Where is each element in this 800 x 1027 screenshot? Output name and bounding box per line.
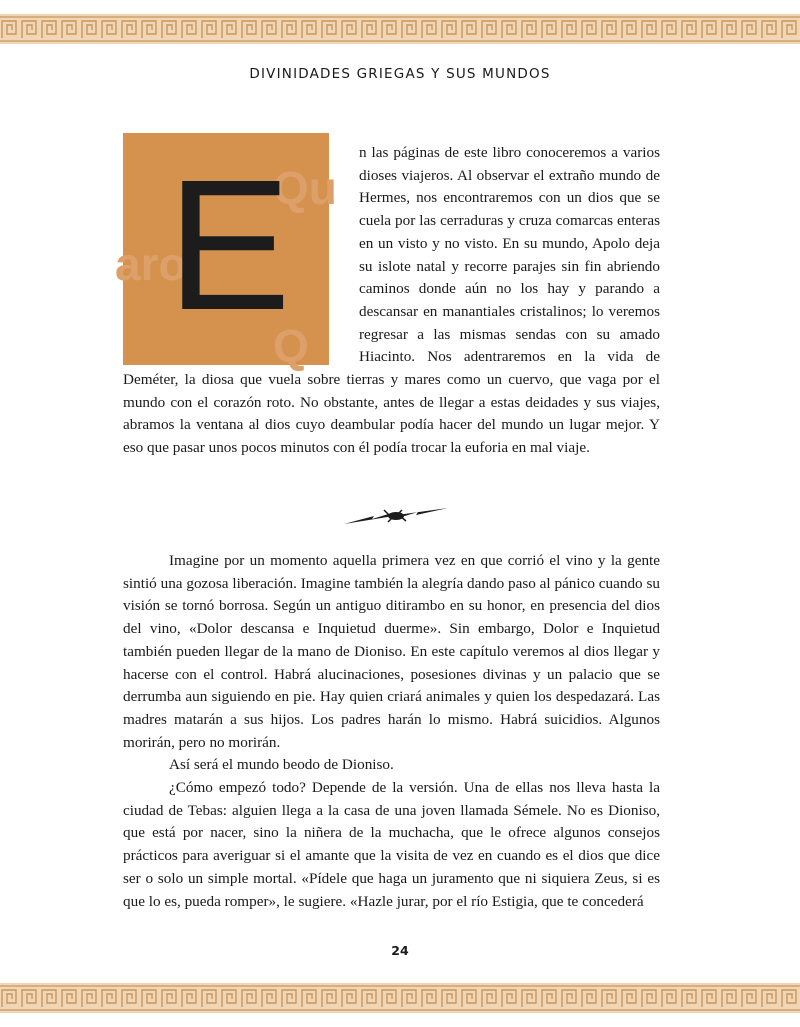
body-paragraph: Imagine por un momento aquella primera vez en que corrió el vino y la gente sintió una gozosa liberación. Imagine también la alegría dando paso al pánico cuando su visión se tornó borrosa. Según un antiguo ditirambo en su honor, en presencia del dios del vino, «Dolor descansa e Inquietud duerme». Sin embargo, Dolor e Inquietud también pueden llegar de la mano de Dioniso. En este capítulo veremos al dios llegar y hacerse con el control. Habrá alucinaciones, posesiones divinas y un palacio que se derrumba aun siguiendo en pie. Hay quien criará animales y quien los despedazará. Las madres matarán a sus hijos. Los padres harán lo mismo. Habrá suicidios. Algunos morirán, pero no morirán. [123,552,660,751]
watermark-text: Qu [273,162,337,214]
main-text [123,550,660,913]
body-paragraph: ¿Cómo empezó todo? Depende de la versión. Una de ellas nos lleva hasta la ciudad de Tebas: alguien llega a la casa de una joven llamada Sémele. No es Dioniso, que está por nacer, sino la niñera de la muchacha, que le ofrece algunos consejos prácticos para averiguar si el amante que la visita de vez en cuando es el dios que dice ser o solo un simple mortal. «Pídele que haga un juramento que ni siquiera Zeus, si es que lo es, pueda romper», le sugiere. «Hazle jurar, por el río Estigia, que te concederá [123,779,660,910]
thunderbolt-ornament-icon [344,506,448,526]
page-number: 24 [391,943,409,958]
bottom-greek-key-border [0,983,800,1013]
intro-section [123,142,660,460]
watermark-text: aro [115,238,187,290]
intro-paragraph: n las páginas de este libro conoceremos a varios dioses viajeros. Al observar el extraño mundo de Hermes, nos encontraremos con un dios que se cuela por las cerraduras y cruza comarcas enteras en un visto y no visto. En su mundo, Apolo deja su islote natal y recorre parajes sin fin abriendo caminos donde aún no los hay y parando a descansar en manantiales cristalinos; lo veremos regresar a las mismas sendas con su amado Hiacinto. Nos adentraremos en la vida de Deméter, la diosa que vuela sobre tierras y mares como un cuervo, que vaga por el mundo con el corazón roto. No obstante, antes de llegar a estas deidades y sus viajes, abramos la ventana al dios cuyo deambular podía hacer del mundo un lugar mejor. Y eso que pasar unos pocos minutos con él podía trocar la euforia en mal viaje. [123,144,660,457]
drop-cap-letter: E [167,142,292,349]
top-greek-key-border [0,14,800,44]
watermark-text: Q [273,320,309,372]
body-paragraph: Así será el mundo beodo de Dioniso. [169,756,394,774]
running-header: DIVINIDADES GRIEGAS Y SUS MUNDOS [249,66,551,82]
